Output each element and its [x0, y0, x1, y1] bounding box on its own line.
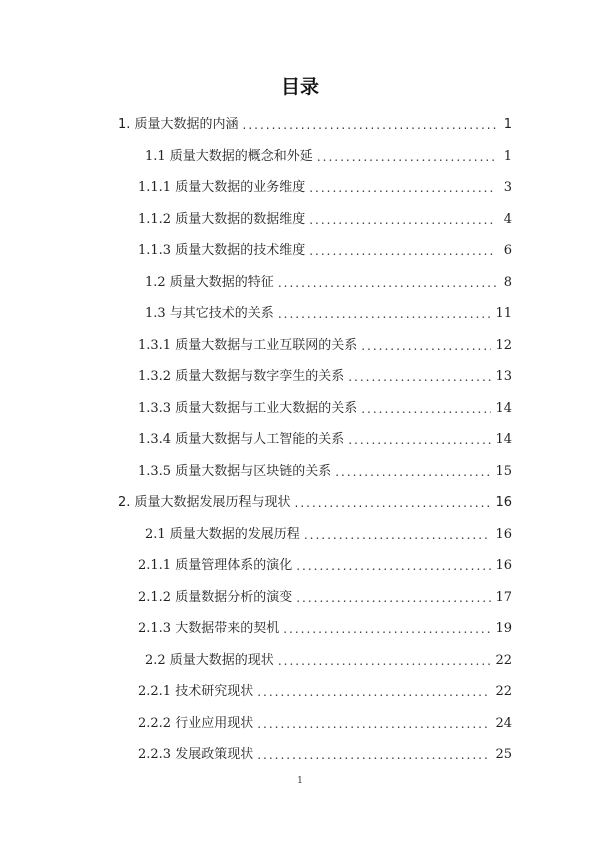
toc-entry-label: 1.3 与其它技术的关系: [145, 306, 274, 321]
toc-entry[interactable]: [138, 612, 512, 636]
toc-leader-dots: [304, 528, 492, 542]
toc-entry-page: 12: [495, 338, 512, 353]
page-number: 1: [297, 776, 303, 786]
toc-entry[interactable]: [145, 518, 512, 542]
toc-entry-page: 22: [495, 653, 512, 668]
toc-entry-label: 1.2 质量大数据的特征: [145, 275, 274, 290]
toc-leader-dots: [283, 622, 491, 636]
toc-entry-page: 15: [495, 464, 512, 479]
toc-entry-page: 6: [503, 243, 512, 258]
toc-entry-label: 1.3.1 质量大数据与工业互联网的关系: [138, 338, 358, 353]
toc-leader-dots: [361, 402, 491, 416]
toc-entry[interactable]: [145, 297, 512, 321]
toc-title: 目录: [280, 76, 319, 98]
toc-entry-label: 2.2.3 发展政策现状: [138, 747, 254, 762]
toc-entry-label: 1.3.2 质量大数据与数字孪生的关系: [138, 369, 345, 384]
toc-entry[interactable]: [145, 644, 512, 668]
toc-entry-label: 2.2 质量大数据的现状: [145, 653, 274, 668]
toc-leader-dots: [309, 244, 496, 258]
toc-entry[interactable]: [138, 549, 512, 573]
toc-entry-label: 2.2.2 行业应用现状: [138, 716, 254, 731]
toc-entry-label: 2.1.2 质量数据分析的演变: [138, 590, 293, 605]
toc-entry-page: 4: [503, 212, 512, 227]
toc-leader-dots: [257, 717, 491, 731]
toc-entry-label: 2. 质量大数据发展历程与现状: [118, 495, 291, 510]
toc-entry-page: 14: [495, 401, 512, 416]
toc-leader-dots: [309, 213, 496, 227]
toc-entry-page: 8: [503, 275, 512, 290]
toc-leader-dots: [348, 370, 491, 384]
toc-entry-page: 24: [495, 716, 512, 731]
toc-entry-page: 16: [495, 527, 512, 542]
toc-leader-dots: [361, 339, 491, 353]
toc-entry-page: 17: [495, 590, 512, 605]
toc-leader-dots: [278, 276, 496, 290]
toc-entry-page: 16: [495, 558, 512, 573]
toc-leader-dots: [278, 307, 492, 321]
toc-entry[interactable]: [138, 234, 512, 258]
toc-leader-dots: [296, 591, 491, 605]
toc-entry-label: 1.1.3 质量大数据的技术维度: [138, 243, 306, 258]
toc-leader-dots: [257, 685, 491, 699]
toc-leader-dots: [317, 150, 496, 164]
toc-entry-page: 1: [503, 149, 512, 164]
toc-leader-dots: [243, 118, 496, 132]
toc-leader-dots: [278, 654, 492, 668]
toc-entry-page: 1: [503, 117, 512, 132]
toc-entry[interactable]: [138, 392, 512, 416]
toc-entry-label: 1.3.4 质量大数据与人工智能的关系: [138, 432, 345, 447]
toc-entry[interactable]: [138, 455, 512, 479]
toc-entry[interactable]: [138, 203, 512, 227]
toc-leader-dots: [257, 748, 491, 762]
toc-entry[interactable]: [138, 675, 512, 699]
toc-entry[interactable]: [145, 266, 512, 290]
toc-entry-label: 2.1 质量大数据的发展历程: [145, 527, 300, 542]
toc-entry[interactable]: [138, 581, 512, 605]
toc-entry-label: 2.1.3 大数据带来的契机: [138, 621, 280, 636]
toc-entry[interactable]: [138, 360, 512, 384]
toc-entry[interactable]: [138, 329, 512, 353]
toc-entry-page: 11: [495, 306, 512, 321]
toc-entry[interactable]: [145, 140, 512, 164]
toc-leader-dots: [295, 496, 492, 510]
toc-leader-dots: [309, 181, 496, 195]
toc-leader-dots: [335, 465, 491, 479]
toc-entry[interactable]: [138, 171, 512, 195]
toc-entry-page: 13: [495, 369, 512, 384]
toc-entry-label: 1.1.2 质量大数据的数据维度: [138, 212, 306, 227]
toc-entry[interactable]: [138, 423, 512, 447]
toc-entry-label: 1.3.3 质量大数据与工业大数据的关系: [138, 401, 358, 416]
toc-leader-dots: [348, 433, 491, 447]
toc-entry-label: 2.2.1 技术研究现状: [138, 684, 254, 699]
toc-entry-page: 19: [495, 621, 512, 636]
toc-entry[interactable]: [118, 108, 512, 132]
toc-entry-page: 22: [495, 684, 512, 699]
toc-entry[interactable]: [138, 707, 512, 731]
toc-entry-label: 2.1.1 质量管理体系的演化: [138, 558, 293, 573]
toc-entry-page: 3: [503, 180, 512, 195]
toc-entry-label: 1.3.5 质量大数据与区块链的关系: [138, 464, 332, 479]
toc-entry-page: 25: [495, 747, 512, 762]
toc-entry[interactable]: [118, 486, 512, 510]
toc-entry-label: 1.1 质量大数据的概念和外延: [145, 149, 313, 164]
toc-entry[interactable]: [138, 738, 512, 762]
toc-entry-label: 1. 质量大数据的内涵: [118, 117, 239, 132]
toc-entry-page: 16: [495, 495, 512, 510]
toc-leader-dots: [296, 559, 491, 573]
toc-entry-label: 1.1.1 质量大数据的业务维度: [138, 180, 306, 195]
toc-entry-page: 14: [495, 432, 512, 447]
